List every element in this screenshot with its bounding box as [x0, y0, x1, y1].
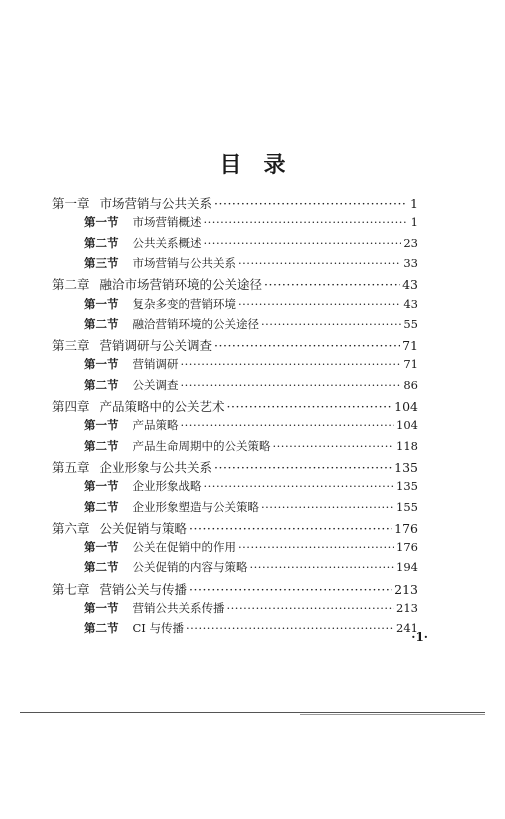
toc-entry-title: 市场营销概述	[132, 215, 202, 230]
toc-entry-page: 33	[403, 255, 418, 270]
toc-chapter-row	[52, 397, 418, 415]
toc-entry-title: 市场营销与公共关系	[99, 196, 213, 211]
toc-entry-label: 第二节	[84, 621, 119, 636]
toc-section-row	[84, 499, 418, 515]
toc-entry-page: 241	[396, 621, 418, 636]
toc-entry-title: 企业形象塑造与公关策略	[132, 499, 259, 514]
toc-chapter-row	[52, 336, 418, 354]
toc-entry-label: 第三章	[52, 338, 90, 354]
toc-chapter-row	[52, 458, 418, 476]
toc-entry-page: 118	[396, 438, 418, 453]
toc-entry-title: 营销调研	[132, 357, 179, 372]
toc-entry-label: 第一节	[84, 357, 119, 372]
toc-entry-label: 第一章	[52, 196, 90, 211]
toc-entry-page: 1	[410, 215, 418, 230]
toc-entry-title: 营销调研与公关调查	[99, 338, 213, 354]
toc-leader-dots	[181, 357, 402, 371]
toc-entry-page: 55	[403, 316, 418, 331]
toc-entry-label: 第二节	[84, 377, 119, 392]
footer-rule	[20, 712, 485, 713]
toc-entry-page: 135	[394, 459, 418, 475]
toc-leader-dots	[273, 439, 395, 453]
toc-entry-page: 86	[403, 377, 418, 392]
toc-leader-dots	[227, 399, 393, 414]
toc-leader-dots	[250, 560, 395, 574]
toc-entry-title: 公关促销的内容与策略	[132, 560, 248, 575]
toc-entry-title: 市场营销与公共关系	[132, 255, 236, 270]
toc-entry-page: 176	[394, 520, 418, 536]
toc-leader-dots	[238, 256, 401, 270]
toc-entry-page: 104	[396, 418, 418, 433]
toc-entry-page: 71	[402, 338, 418, 354]
toc-leader-dots	[227, 601, 395, 615]
toc-entry-title: 公关促销与策略	[99, 520, 188, 536]
toc-entry-title: 企业形象与公共关系	[99, 459, 213, 475]
toc-entry-page: 213	[394, 581, 418, 597]
toc-leader-dots	[238, 540, 394, 554]
toc-entry-title: 公关在促销中的作用	[132, 540, 236, 555]
toc-leader-dots	[181, 418, 395, 432]
toc-section-row	[84, 296, 418, 312]
toc-entry-label: 第七章	[52, 581, 90, 597]
toc-entry-label: 第二节	[84, 438, 119, 453]
toc-entry-label: 第一节	[84, 215, 119, 230]
toc-section-row	[84, 377, 418, 393]
toc-entry-label: 第一节	[84, 601, 119, 615]
toc-entry-page: 213	[396, 601, 418, 615]
toc-entry-label: 第四章	[52, 399, 90, 414]
toc-chapter-row	[52, 275, 418, 293]
toc-entry-title: 公共关系概述	[132, 235, 202, 250]
toc-entry-page: 43	[402, 277, 418, 293]
toc-leader-dots	[204, 236, 402, 250]
toc-entry-title: 产品策略	[132, 418, 179, 433]
toc-entry-title: 融洽市场营销环境的公关途径	[99, 277, 263, 293]
toc-entry-title: 企业形象战略	[132, 479, 202, 494]
toc-entry-label: 第一节	[84, 479, 119, 494]
toc-entry-page: 135	[396, 479, 418, 494]
toc-entry-title: 营销公关与传播	[99, 581, 188, 597]
toc-entry-title: 融洽营销环境的公关途径	[132, 316, 259, 331]
toc-section-row	[84, 438, 418, 454]
toc-leader-dots	[204, 479, 395, 493]
toc-entry-label: 第二节	[84, 235, 119, 250]
toc-entry-title: 复杂多变的营销环境	[132, 296, 236, 311]
toc-section-row	[84, 539, 418, 555]
toc-entry-title: 产品策略中的公关艺术	[99, 399, 225, 414]
toc-entry-page: 71	[403, 357, 418, 372]
toc-entry-label: 第一节	[84, 296, 119, 311]
toc-entry-page: 1	[410, 196, 418, 211]
toc-entry-label: 第二节	[84, 316, 119, 331]
toc-leader-dots	[181, 378, 402, 392]
toc-entry-label: 第一节	[84, 418, 119, 433]
toc-entry-label: 第二节	[84, 560, 119, 575]
toc-leader-dots	[264, 277, 400, 292]
toc-chapter-row	[52, 580, 418, 598]
toc-section-row	[84, 559, 418, 575]
toc-leader-dots	[214, 460, 392, 475]
toc-section-row	[84, 214, 418, 230]
page-number: ·1·	[411, 630, 428, 644]
toc-entry-page: 155	[396, 499, 418, 514]
toc-leader-dots	[214, 338, 400, 353]
toc-section-row	[84, 417, 418, 433]
toc-leader-dots	[238, 297, 401, 311]
toc-leader-dots	[189, 582, 392, 597]
toc-entry-title: 产品生命周期中的公关策略	[132, 438, 271, 453]
toc-entry-page: 104	[394, 399, 418, 414]
toc-leader-dots	[261, 317, 401, 331]
footer-rule-secondary	[300, 714, 485, 715]
toc-section-row	[84, 255, 418, 271]
page-title: 目录	[219, 152, 308, 178]
toc-leader-dots	[189, 521, 392, 536]
toc-chapter-row	[52, 519, 418, 537]
toc-leader-dots	[204, 215, 407, 229]
toc-entry-page: 23	[403, 235, 418, 250]
toc-chapter-row	[52, 194, 418, 212]
toc-section-row	[84, 316, 418, 332]
toc-entry-label: 第六章	[52, 520, 90, 536]
toc-entry-label: 第五章	[52, 459, 90, 475]
toc-section-row	[84, 600, 418, 616]
toc-entry-label: 第二节	[84, 499, 119, 514]
toc-entry-label: 第三节	[84, 255, 119, 270]
toc-entry-title: CI 与传播	[132, 621, 184, 636]
toc-entry-title: 公关调查	[132, 377, 179, 392]
toc-leader-dots	[261, 500, 394, 514]
toc-section-row	[84, 235, 418, 251]
toc-entry-label: 第二章	[52, 277, 90, 293]
toc-section-row	[84, 478, 418, 494]
toc-entry-label: 第一节	[84, 540, 119, 555]
toc-entry-page: 43	[403, 296, 418, 311]
toc-entry-page: 176	[396, 540, 418, 555]
toc-entry-page: 194	[396, 560, 418, 575]
toc-leader-dots	[214, 196, 406, 211]
toc-entry-title: 营销公共关系传播	[132, 601, 225, 615]
toc-section-row	[84, 356, 418, 372]
